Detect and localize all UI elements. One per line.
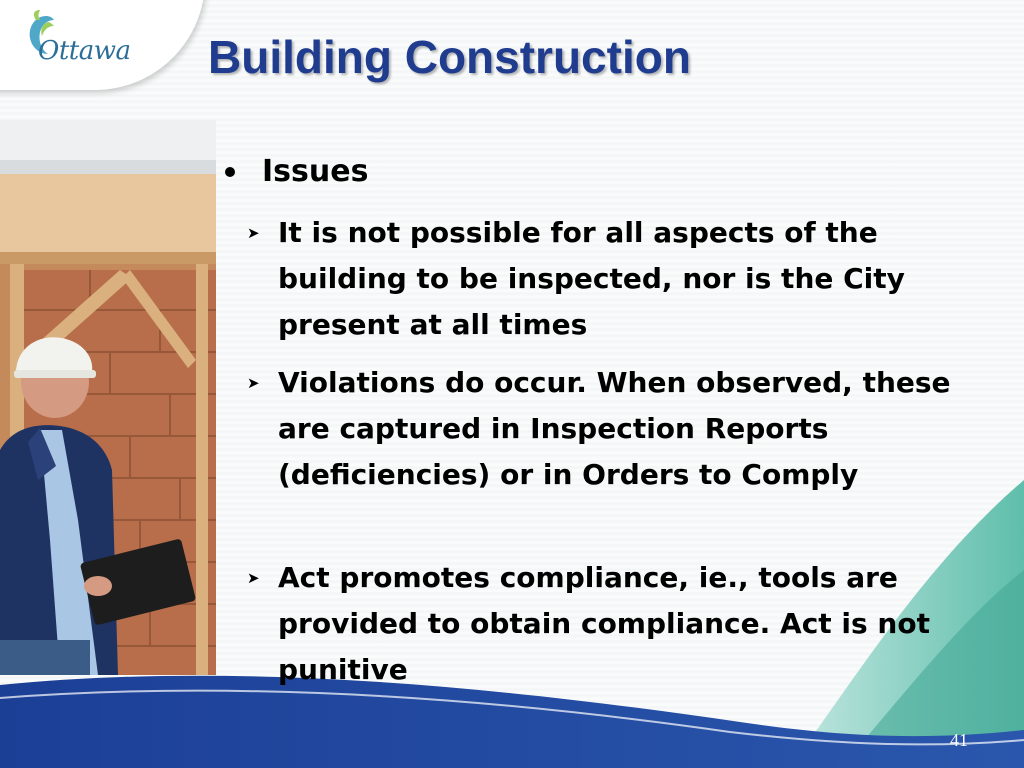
inspector-photo <box>0 120 216 675</box>
sub-bullet <box>247 360 958 498</box>
slide-title: Building Construction <box>208 31 691 83</box>
sub-bullet-text: Violations do occur. When observed, these are captured in Inspection Reports (deficiencies) or in Orders to Comply <box>278 366 951 491</box>
arrow-bullet-icon: ➤ <box>247 224 260 242</box>
ottawa-logo <box>14 4 154 70</box>
page-number: 41 <box>950 730 968 750</box>
bullet-label: Issues <box>262 154 369 189</box>
arrow-bullet-icon: ➤ <box>247 374 260 392</box>
bullet-issues <box>225 150 368 194</box>
sub-bullet <box>247 210 958 348</box>
sub-bullet <box>247 555 958 693</box>
bullet-dot-icon <box>225 167 235 177</box>
sub-bullet-text: It is not possible for all aspects of the building to be inspected, nor is the City present at all times <box>278 216 905 341</box>
logo-text: Ottawa <box>38 36 131 66</box>
arrow-bullet-icon: ➤ <box>247 569 260 587</box>
sub-bullet-text: Act promotes compliance, ie., tools are provided to obtain compliance. Act is not punitive <box>278 561 930 686</box>
